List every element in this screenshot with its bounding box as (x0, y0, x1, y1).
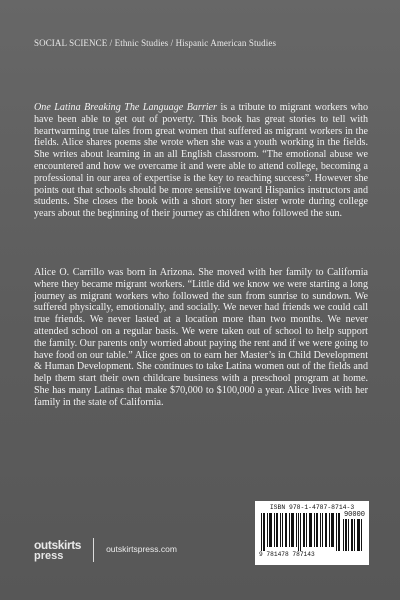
barcode-number: 9 781478 787143 (259, 551, 315, 558)
category-line: SOCIAL SCIENCE / Ethnic Studies / Hispanic American Studies (34, 38, 277, 48)
book-description (34, 102, 368, 220)
description-text: is a tribute to migrant workers who have been able to get out of poverty. This book has great stories to tell with heartwarming true tales from great women that suffered as migrant workers in the fields. Alice shares poems she wrote when she was a youth working in the fields. She writes about learning in an all English classroom. “The emotional abuse we encountered and how we overcame it and were able to attend college, becoming a professional in our area of expertise is the key to reaching success”. However she points out that schools should be more sensitive toward Hispanics instructors and students. She closes the book with a short story her sister wrote during college years about the beginning of their journey as children who followed the sun. (34, 102, 369, 220)
isbn-barcode (255, 501, 369, 565)
logo-top-text: outskirts (34, 538, 82, 552)
publisher-mark (34, 540, 81, 562)
publisher-website: outskirtspress.com (106, 544, 177, 554)
logo-bottom-text: press (34, 550, 64, 562)
price-code: 90000 (343, 511, 365, 519)
publisher-logo (34, 538, 177, 562)
isbn-label: ISBN 978-1-4787-8714-3 (269, 504, 355, 511)
book-title: One Latina Breaking The Language Barrier (34, 102, 217, 113)
author-bio: Alice O. Carrillo was born in Arizona. She moved with her family to California where they became migrant workers. “Little did we know we were starting a long journey as migrant workers who followed the sun from sunrise to sundown. We suffered physically, emotionally, and socially. We never had friends we could call true friends. We never lasted at a location more than two months. We never attended school on a regular basis. We were taken out of school to help support the family. Our parents only worried about paying the rent and if we were going to have food on our table.” Alice goes on to earn her Master’s in Child Development & Human Development. She continues to take Latina women out of the fields and help them start their own childcare business with a preschool program at home. She has many Latinas that make $70,000 to $100,000 a year. Alice lives with her family in the state of California. (34, 267, 368, 408)
logo-divider (93, 538, 94, 562)
barcode-bars (259, 513, 365, 551)
